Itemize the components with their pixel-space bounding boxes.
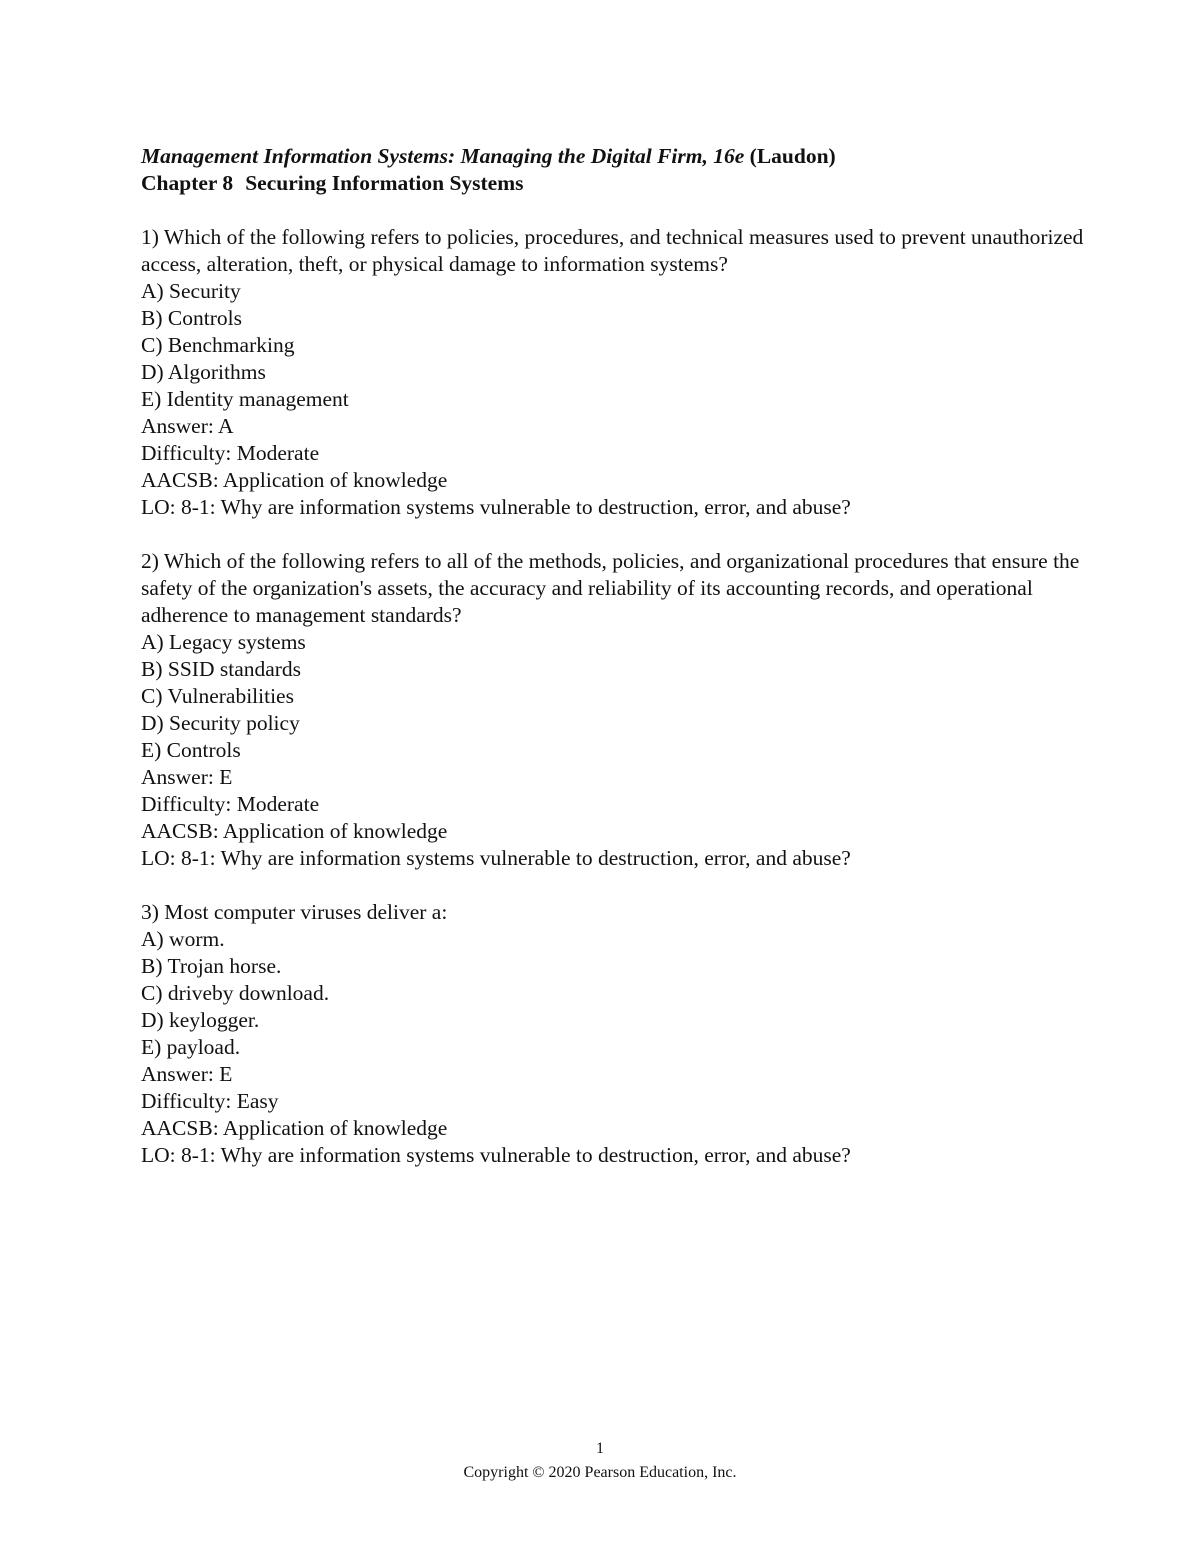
chapter-number: Chapter 8	[141, 171, 234, 195]
learning-objective: LO: 8-1: Why are information systems vulnerable to destruction, error, and abuse?	[141, 1143, 851, 1167]
option-e: E) Identity management	[141, 387, 349, 411]
question-text: 3) Most computer viruses deliver a:	[141, 900, 448, 924]
option-e: E) Controls	[141, 738, 241, 762]
option-d: D) Algorithms	[141, 360, 266, 384]
aacsb: AACSB: Application of knowledge	[141, 819, 448, 843]
option-b: B) SSID standards	[141, 657, 302, 681]
option-c: C) Vulnerabilities	[141, 684, 294, 708]
option-d: D) keylogger.	[141, 1008, 260, 1032]
question-2	[141, 548, 1101, 872]
aacsb: AACSB: Application of knowledge	[141, 1116, 448, 1140]
answer: Answer: A	[141, 414, 234, 438]
option-d: D) Security policy	[141, 711, 300, 735]
book-author: (Laudon)	[744, 144, 836, 168]
option-a: A) Legacy systems	[141, 630, 306, 654]
difficulty: Difficulty: Easy	[141, 1089, 279, 1113]
option-c: C) Benchmarking	[141, 333, 295, 357]
option-a: A) Security	[141, 279, 241, 303]
option-b: B) Trojan horse.	[141, 954, 282, 978]
question-text: 2) Which of the following refers to all of the methods, policies, and organizational procedures that ensure the safety of the organization's assets, the accuracy and reliability of its accounting records, and operational adherence to management standards?	[141, 549, 1080, 627]
answer: Answer: E	[141, 1062, 233, 1086]
question-text: 1) Which of the following refers to policies, procedures, and technical measures used to prevent unauthorized access, alteration, theft, or physical damage to information systems?	[141, 225, 1084, 276]
difficulty: Difficulty: Moderate	[141, 441, 320, 465]
learning-objective: LO: 8-1: Why are information systems vulnerable to destruction, error, and abuse?	[141, 495, 851, 519]
option-c: C) driveby download.	[141, 981, 330, 1005]
document-body	[141, 143, 1101, 1196]
learning-objective: LO: 8-1: Why are information systems vulnerable to destruction, error, and abuse?	[141, 846, 851, 870]
option-a: A) worm.	[141, 927, 225, 951]
page-number: 1	[596, 1440, 604, 1457]
difficulty: Difficulty: Moderate	[141, 792, 320, 816]
book-title-line	[141, 143, 1101, 170]
option-e: E) payload.	[141, 1035, 241, 1059]
question-3	[141, 899, 1101, 1169]
book-title: Management Information Systems: Managing the Digital Firm, 16e	[141, 144, 745, 168]
copyright-notice: Copyright © 2020 Pearson Education, Inc.	[463, 1464, 737, 1481]
chapter-heading	[141, 170, 1101, 197]
aacsb: AACSB: Application of knowledge	[141, 468, 448, 492]
option-b: B) Controls	[141, 306, 242, 330]
question-1	[141, 224, 1101, 521]
chapter-title: Securing Information Systems	[245, 171, 524, 195]
answer: Answer: E	[141, 765, 233, 789]
